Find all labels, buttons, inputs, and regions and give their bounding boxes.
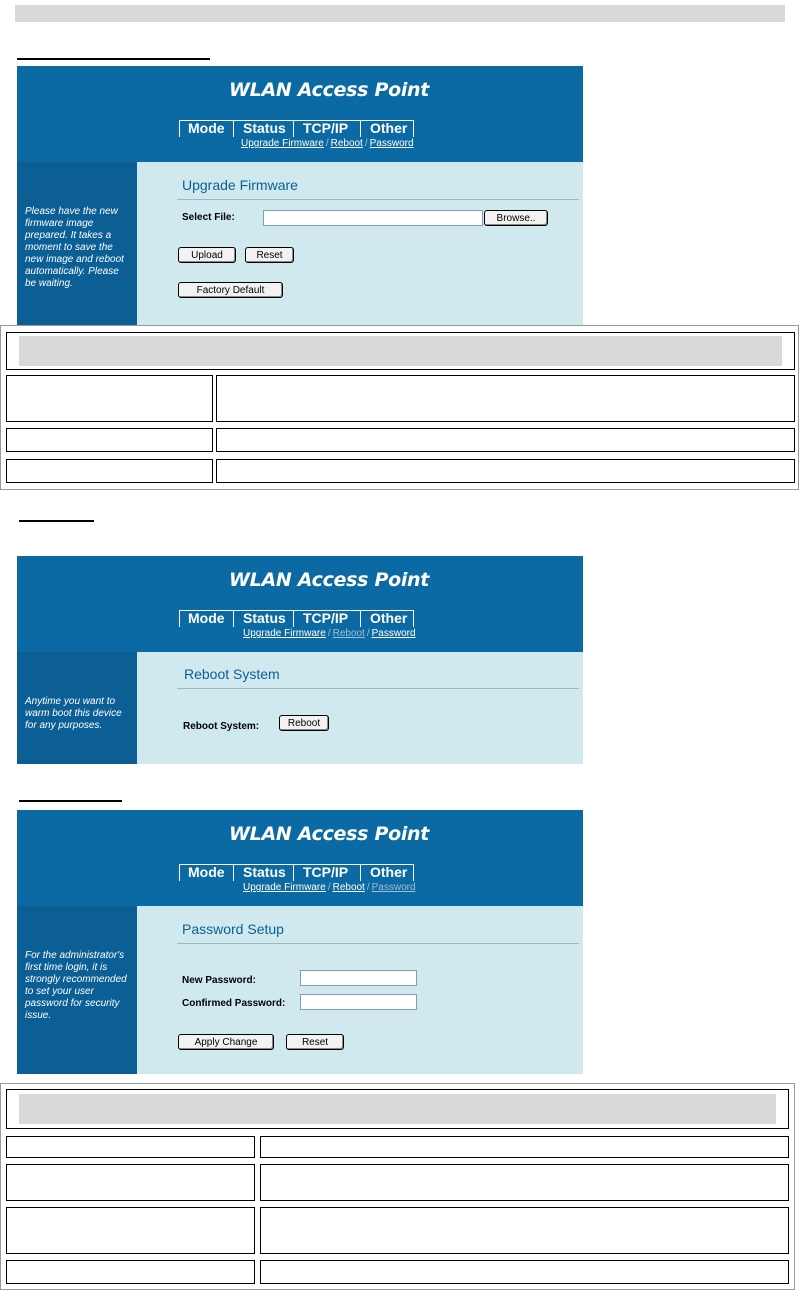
sidebar: [17, 906, 137, 1074]
top-bar: [15, 5, 785, 22]
page-title: Reboot System: [184, 666, 280, 682]
sub-nav: Upgrade Firmware / Reboot / Password: [241, 138, 414, 149]
table-cell: [260, 1136, 789, 1158]
section-heading-underline: [17, 58, 210, 60]
nav-tabs: [179, 610, 414, 627]
sublink-password[interactable]: Password: [371, 882, 416, 893]
select-file-label: Select File:: [182, 212, 235, 223]
app-title: WLAN Access Point: [229, 79, 430, 101]
panel-header: [17, 556, 583, 652]
tab-tcpip[interactable]: TCP/IP: [294, 121, 361, 137]
sublink-upgrade-firmware[interactable]: Upgrade Firmware: [241, 138, 324, 149]
section-heading-underline: [19, 520, 94, 522]
table-cell: [260, 1207, 789, 1254]
tab-mode[interactable]: Mode: [180, 865, 234, 881]
file-path-input[interactable]: [263, 210, 483, 226]
panel-header: [17, 810, 583, 906]
sub-nav: Upgrade Firmware / Reboot / Password: [243, 628, 416, 639]
table-cell: [216, 459, 795, 483]
tab-other[interactable]: Other: [361, 611, 414, 627]
sublink-upgrade-firmware[interactable]: Upgrade Firmware: [243, 882, 326, 893]
title-divider: [177, 943, 579, 944]
tab-status[interactable]: Status: [234, 865, 294, 881]
browse-button[interactable]: Browse..: [484, 210, 548, 226]
reboot-panel: [17, 556, 583, 764]
table-cell: [6, 1136, 255, 1158]
tab-other[interactable]: Other: [361, 865, 414, 881]
table-cell: [260, 1164, 789, 1201]
sidebar-help-text: Anytime you want to warm boot this device for any purposes.: [25, 696, 122, 731]
tab-other[interactable]: Other: [361, 121, 414, 137]
section-heading-underline: [19, 800, 122, 802]
upgrade-firmware-panel: [17, 66, 583, 326]
sublink-reboot[interactable]: Reboot: [332, 882, 365, 893]
factory-default-button[interactable]: Factory Default: [178, 282, 283, 298]
tab-mode[interactable]: Mode: [180, 121, 234, 137]
apply-change-button[interactable]: Apply Change: [178, 1034, 274, 1050]
table-cell: [6, 375, 213, 422]
new-password-field[interactable]: [300, 970, 417, 986]
panel-header: [17, 66, 583, 162]
table-header-row: [6, 1089, 789, 1129]
tab-mode[interactable]: Mode: [180, 611, 234, 627]
table-cell: [216, 428, 795, 452]
tab-tcpip[interactable]: TCP/IP: [294, 865, 361, 881]
confirmed-password-field[interactable]: [300, 994, 417, 1010]
sublink-password[interactable]: Password: [369, 138, 414, 149]
title-divider: [177, 199, 579, 200]
reset-button[interactable]: Reset: [286, 1034, 344, 1050]
upload-button[interactable]: Upload: [178, 247, 236, 263]
table-cell: [260, 1260, 789, 1284]
tab-status[interactable]: Status: [234, 611, 294, 627]
reset-button[interactable]: Reset: [245, 247, 294, 263]
table-header-fill: [19, 336, 782, 366]
nav-tabs: [179, 120, 414, 137]
table-cell: [216, 375, 795, 422]
sublink-password[interactable]: Password: [371, 628, 416, 639]
table-cell: [6, 1207, 255, 1254]
tab-status[interactable]: Status: [234, 121, 294, 137]
confirmed-password-label: Confirmed Password:: [182, 998, 286, 1009]
sub-nav: Upgrade Firmware / Reboot / Password: [243, 882, 416, 893]
reboot-system-label: Reboot System:: [183, 721, 260, 732]
table-header-row: [6, 332, 795, 370]
table-cell: [6, 459, 213, 483]
sublink-upgrade-firmware[interactable]: Upgrade Firmware: [243, 628, 326, 639]
title-divider: [177, 688, 579, 689]
sublink-reboot[interactable]: Reboot: [330, 138, 363, 149]
page-title: Upgrade Firmware: [182, 177, 298, 193]
app-title: WLAN Access Point: [229, 823, 430, 845]
sidebar: [17, 162, 137, 326]
sidebar-help-text: Please have the new firmware image prepared. It takes a moment to save the new image and reboot automatically. Please be waiting.: [25, 206, 124, 289]
table-header-fill: [19, 1094, 776, 1124]
sidebar-help-text: For the administrator's first time login, it is strongly recommended to set your user password for security issue.: [25, 950, 127, 1021]
table-cell: [6, 1164, 255, 1201]
reboot-button[interactable]: Reboot: [279, 715, 329, 731]
settings-table: [0, 1083, 795, 1290]
sidebar: [17, 652, 137, 764]
password-panel: [17, 810, 583, 1074]
table-cell: [6, 428, 213, 452]
table-cell: [6, 1260, 255, 1284]
settings-table: [0, 325, 799, 490]
nav-tabs: [179, 864, 414, 881]
new-password-label: New Password:: [182, 975, 256, 986]
app-title: WLAN Access Point: [229, 569, 430, 591]
tab-tcpip[interactable]: TCP/IP: [294, 611, 361, 627]
page-title: Password Setup: [182, 921, 284, 937]
sublink-reboot[interactable]: Reboot: [332, 628, 365, 639]
